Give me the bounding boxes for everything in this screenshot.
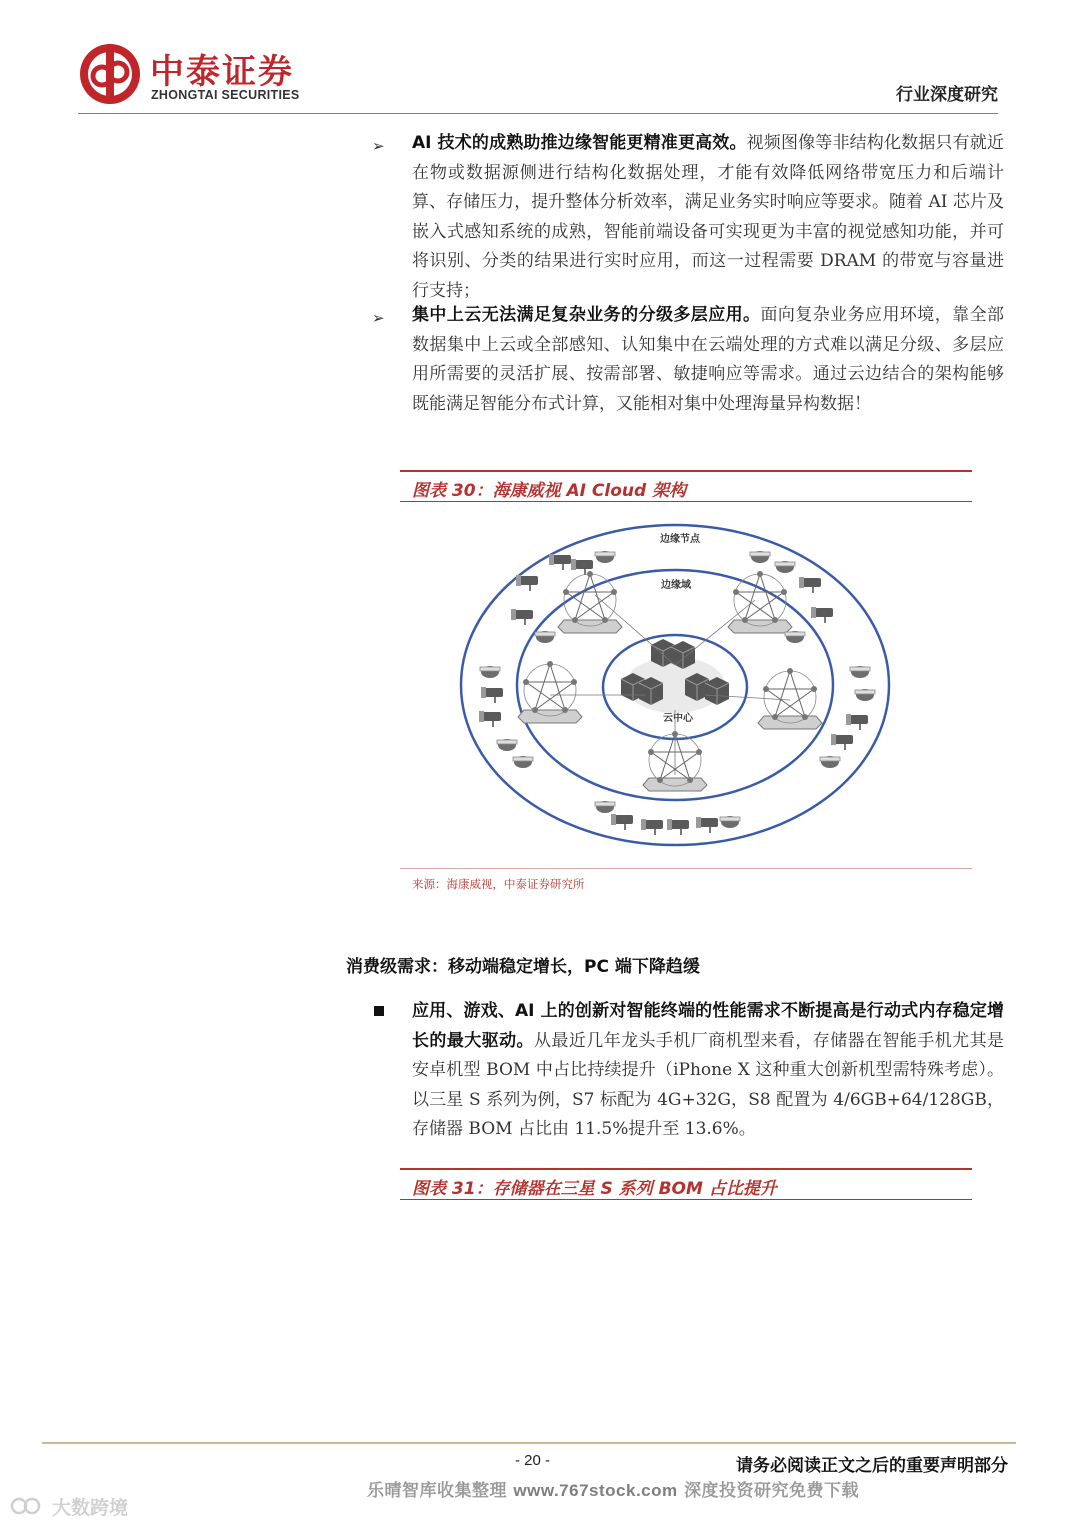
figure-30-top-rule (400, 470, 972, 472)
brand-name-en: ZHONGTAI SECURITIES (151, 88, 300, 102)
bullet-2-text: 面向复杂业务应用环境，靠全部数据集中上云或全部感知、认知集中在云端处理的方式难以满足分级、多层应用所需要的灵活扩展、按需部署、敏捷响应等需求。通过云边结合的架构能够既能满足智能分布式计算，又能相对集中处理海量异构数据！ (412, 305, 1004, 414)
bullet-1-text: 视频图像等非结构化数据只有就近在物或数据源侧进行结构化数据处理，才能有效降低网络带宽压力和后端计算、存储压力，提升整体分析效率，满足业务实时响应等要求。随着 AI 芯片及嵌入式感知系统的成熟，智能前端设备可实现更为丰富的视觉感知功能，并可将识别、分类的结果进行实时应用，而这一过程需要 DRAM 的带宽与容量进行支持； (412, 133, 1004, 301)
bullet-marker: ➢ (372, 137, 385, 155)
disclaimer-note: 请务必阅读正文之后的重要声明部分 (736, 1456, 1008, 1476)
cloud-center-label: 云中心 (663, 713, 693, 724)
header-divider (78, 113, 998, 114)
platform-logo-icon (10, 1495, 50, 1517)
page-number: - 20 - (515, 1452, 551, 1469)
document-type: 行业深度研究 (896, 85, 998, 105)
watermark-right: 深度投资研究免费下载 (684, 1481, 860, 1501)
bullet-2-lead: 集中上云无法满足复杂业务的分级多层应用。 (412, 305, 761, 325)
figure-30-title: 图表 30：海康威视 AI Cloud 架构 (412, 481, 687, 501)
platform-watermark: 大数跨境 (52, 1497, 129, 1519)
figure-31-bottom-rule (400, 1199, 972, 1200)
section-text: 从最近几年龙头手机厂商机型来看，存储器在智能手机尤其是安卓机型 BOM 中占比持续提升（iPhone X 这种重大创新机型需特殊考虑）。以三星 S 系列为例，S7 标配为 4G+32G，S8 配置为 4/6GB+64/128GB，存储器 BOM 占比由 11.5%提升至 13.6%。 (412, 1030, 1005, 1139)
edge-node-bottom (595, 731, 740, 835)
edge-domain-label: 边缘域 (661, 580, 691, 591)
edge-node-left (479, 661, 582, 768)
bullet-paragraph-1 (412, 129, 1004, 306)
square-bullet-icon (374, 1006, 384, 1016)
section-lead: 应用、游戏、AI 上的创新对智能终端的性能需求不断提高是行动式内存稳定增长的最大驱动。 (412, 1001, 1004, 1051)
bullet-1-lead: AI 技术的成熟助推边缘智能更精准更高效。 (412, 133, 747, 153)
edge-node-label: 边缘节点 (660, 534, 700, 545)
bullet-paragraph-2 (412, 301, 1004, 419)
section-paragraph (412, 997, 1004, 1145)
footer-divider (42, 1442, 1016, 1444)
watermark-left: 乐晴智库收集整理 (367, 1481, 507, 1501)
edge-node-right (758, 666, 875, 768)
section-heading: 消费级需求：移动端稳定增长，PC 端下降趋缓 (346, 957, 700, 977)
ai-cloud-architecture-diagram (455, 515, 895, 860)
figure-30-source: 来源：海康威视，中泰证券研究所 (412, 877, 585, 891)
figure-31-top-rule (400, 1168, 972, 1170)
figure-31-title: 图表 31：存储器在三星 S 系列 BOM 占比提升 (412, 1179, 777, 1199)
watermark-url[interactable]: www.767stock.com (513, 1481, 678, 1500)
bullet-marker: ➢ (372, 309, 385, 327)
watermark-banner (367, 1476, 859, 1501)
figure-30-bottom-rule (400, 501, 972, 502)
source-divider (400, 868, 972, 869)
zhongtai-logo-icon (78, 42, 142, 106)
cloud-server-cluster-icon (621, 639, 729, 713)
brand-name-cn: 中泰证券 (150, 52, 294, 92)
edge-node-top-left (511, 551, 622, 643)
